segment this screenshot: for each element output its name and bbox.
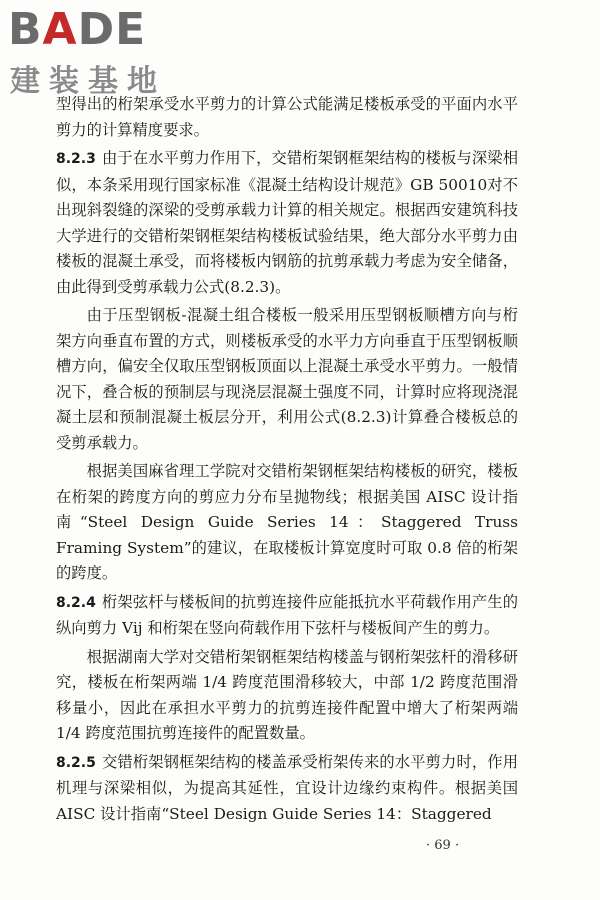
- paragraph-text: 交错桁架钢框架结构的楼盖承受桁架传来的水平剪力时，作用机理与深梁相似，为提高其延性，宜设计边缘约束构件。根据美国 AISC 设计指南“Steel Design Guide Series 14：Staggered: [56, 752, 518, 823]
- paragraph: [56, 750, 518, 828]
- paragraph: [56, 92, 518, 143]
- paragraph-text: 根据美国麻省理工学院对交错桁架钢框架结构楼板的研究，楼板在桁架的跨度方向的剪应力分布呈抛物线；根据美国 AISC 设计指南“Steel Design Guide Series 14：Staggered Truss Framing System”的建议，在取楼板计算宽度时可取 0.8 倍的桁架的跨度。: [56, 462, 518, 582]
- watermark-subtitle: 建装基地: [10, 64, 166, 99]
- paragraph: [56, 645, 518, 747]
- section-number: 8.2.4: [56, 594, 96, 611]
- bade-watermark-logo: [8, 4, 188, 99]
- paragraph-text: 由于在水平剪力作用下，交错桁架钢框架结构的楼板与深梁相似，本条采用现行国家标准《混凝土结构设计规范》GB 50010对不出现斜裂缝的深梁的受剪承载力计算的相关规定。根据西安建筑科技大学进行的交错桁架钢框架结构楼板试验结果，绝大部分水平剪力由楼板的混凝土承受，而将楼板内钢筋的抗剪承载力考虑为安全储备，由此得到受剪承载力公式(8.2.3)。: [56, 149, 518, 296]
- paragraph-text: 型得出的桁架承受水平剪力的计算公式能满足楼板承受的平面内水平剪力的计算精度要求。: [56, 95, 518, 139]
- body-text: [56, 92, 518, 830]
- paragraph: [56, 303, 518, 456]
- paragraph-text: 根据湖南大学对交错桁架钢框架结构楼盖与钢桁架弦杆的滑移研究，楼板在桁架两端 1/4 跨度范围滑移较大，中部 1/2 跨度范围滑移量小，因此在承担水平剪力的抗剪连接件配置中增大了桁架两端 1/4 跨度范围抗剪连接件的配置数量。: [56, 647, 518, 742]
- section-number: 8.2.3: [56, 151, 96, 167]
- paragraph-text: 由于压型钢板-混凝土组合楼板一般采用压型钢板顺槽方向与桁架方向垂直布置的方式，则楼板承受的水平力方向垂直于压型钢板顺槽方向，偏安全仅取压型钢板顶面以上混凝土承受水平剪力。一般情况下，叠合板的预制层与现浇层混凝土强度不同，计算时应将现浇混凝土层和预制混凝土板层分开，利用公式(8.2.3)计算叠合楼板总的受剪承载力。: [56, 306, 518, 452]
- paragraph: [56, 146, 518, 300]
- paragraph: [56, 590, 518, 642]
- paragraph: [56, 459, 518, 587]
- paragraph-text: 桁架弦杆与楼板间的抗剪连接件应能抵抗水平荷载作用产生的纵向剪力 Vij 和桁架在竖向荷载作用下弦杆与楼板间产生的剪力。: [56, 592, 518, 637]
- page-number: · 69 ·: [426, 838, 460, 853]
- section-number: 8.2.5: [56, 754, 96, 771]
- watermark-brand: BADE: [8, 4, 147, 55]
